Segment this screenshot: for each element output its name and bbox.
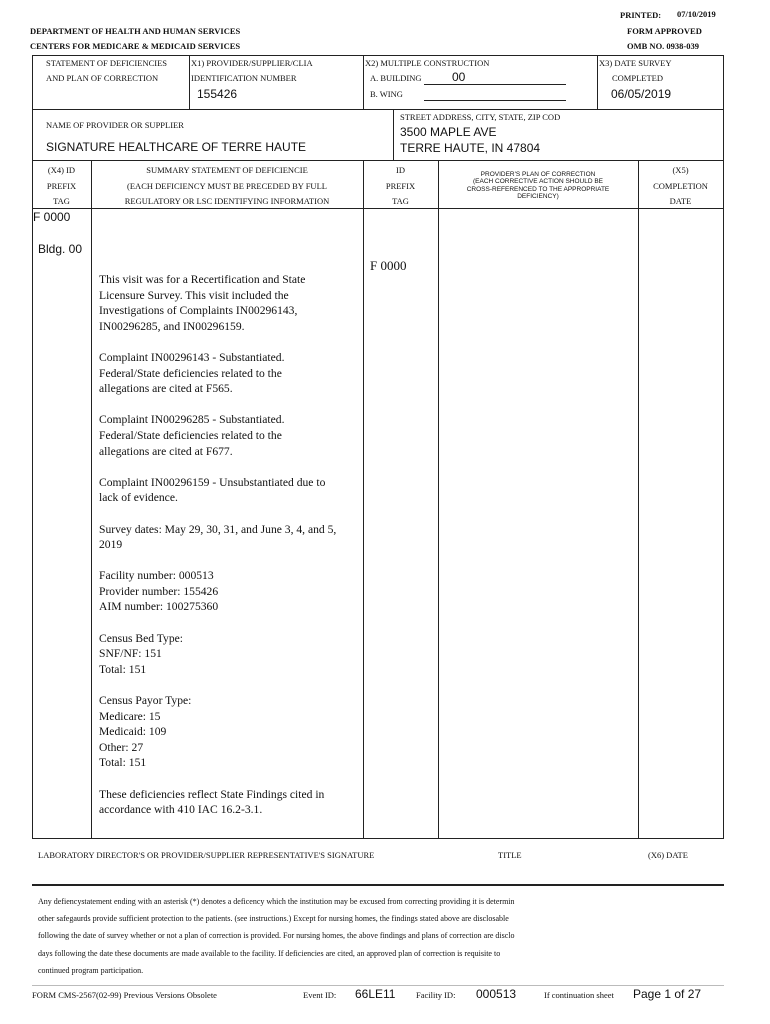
disclaimer-line: following the date of survey whether or not a plan of correction is provided. For nursing homes, the above findings and plans of correction are disclo [38, 931, 515, 941]
x2-label: X2) MULTIPLE CONSTRUCTION [365, 58, 490, 68]
summary-line: Complaint IN00296143 - Substantiated. [99, 350, 285, 364]
summary-line [99, 553, 361, 569]
provider-number-field[interactable]: 155426 [197, 87, 238, 101]
survey-date-field[interactable]: 06/05/2019 [611, 87, 672, 101]
title-label: TITLE [498, 850, 522, 860]
disclaimer-line: continued program participation. [38, 965, 144, 975]
summary-line: Federal/State deficiencies related to the [99, 366, 282, 380]
deficiency-tag: F 0000 [33, 210, 71, 224]
x3-label: X3) DATE SURVEY [599, 58, 672, 68]
summary-line: Survey dates: May 29, 30, 31, and June 3, 4, and 5, [99, 522, 337, 536]
summary-line: Census Payor Type: [99, 694, 192, 708]
summary-line: Provider number: 155426 [99, 584, 219, 598]
wing-field[interactable] [424, 100, 566, 101]
continuation-label: If continuation sheet [544, 990, 614, 1000]
summary-line: allegations are cited at F677. [99, 444, 233, 458]
id-tag-label: TAG [392, 196, 409, 206]
id-label: ID [396, 165, 405, 175]
summary-line [99, 677, 361, 693]
summary-line: AIM number: 100275360 [99, 600, 219, 614]
summary-line [99, 506, 361, 522]
address-label: STREET ADDRESS, CITY, STATE, ZIP COD [400, 112, 561, 122]
event-id-label: Event ID: [303, 990, 337, 1000]
omb-number: OMB NO. 0938-039 [627, 41, 700, 51]
disclaimer-line: Any defiencystatement ending with an asterisk (*) denotes a deficency which the institution may be excused from correcting providing it is determin [38, 897, 515, 906]
x1-label: X1) PROVIDER/SUPPLIER/CLIA [191, 58, 313, 68]
summary-title: SUMMARY STATEMENT OF DEFICIENCIE [146, 165, 308, 175]
printed-date: 07/10/2019 [677, 9, 716, 19]
disclaimer-line: days following the date these documents are made available to the facility. If deficiencies are cited, an approved plan of correction is requisite to [38, 948, 501, 958]
summary-line: Federal/State deficiencies related to the [99, 428, 282, 442]
summary-line: accordance with 410 IAC 16.2-3.1. [99, 803, 263, 817]
x4-prefix-label: PREFIX [46, 181, 77, 191]
x4-id-label: (X4) ID [47, 165, 76, 175]
x4-tag-label: TAG [53, 196, 70, 206]
summary-line [99, 334, 361, 350]
provider-name-label: NAME OF PROVIDER OR SUPPLIER [46, 120, 184, 130]
completion-label: COMPLETION [653, 181, 708, 191]
summary-line: IN00296285, and IN00296159. [99, 319, 245, 333]
x5-label: (X5) [672, 165, 689, 175]
provider-name-field[interactable]: SIGNATURE HEALTHCARE OF TERRE HAUTE [46, 140, 307, 154]
summary-line: Investigations of Complaints IN00296143, [99, 304, 298, 318]
summary-line: Total: 151 [99, 756, 147, 770]
facility-id-label: Facility ID: [416, 990, 456, 1000]
summary-line [99, 397, 361, 413]
summary-sub1: (EACH DEFICIENCY MUST BE PRECEDED BY FULL [127, 181, 327, 191]
summary-line: allegations are cited at F565. [99, 382, 233, 396]
building-label: A. BUILDING [370, 73, 422, 83]
summary-line: Facility number: 000513 [99, 569, 214, 583]
address-line1-field[interactable]: 3500 MAPLE AVE [400, 125, 497, 139]
summary-line: lack of evidence. [99, 491, 178, 505]
wing-label: B. WING [370, 89, 403, 99]
summary-line: Census Bed Type: [99, 631, 183, 645]
x6-date-label: (X6) DATE [648, 850, 688, 860]
summary-text [99, 272, 361, 818]
correction-tag: F 0000 [370, 258, 407, 273]
plan-of-correction-label: AND PLAN OF CORRECTION [46, 73, 159, 83]
building-field[interactable]: 00 [452, 70, 466, 84]
facility-id-value: 000513 [476, 987, 517, 1001]
id-prefix-label: PREFIX [385, 181, 416, 191]
poc-title: PROVIDER'S PLAN OF CORRECTION [480, 171, 596, 178]
summary-line: Medicaid: 109 [99, 725, 167, 739]
summary-line [99, 771, 361, 787]
department-title: DEPARTMENT OF HEALTH AND HUMAN SERVICES [30, 26, 241, 36]
address-line2-field[interactable]: TERRE HAUTE, IN 47804 [400, 141, 541, 155]
event-id-value: 66LE11 [355, 987, 396, 1001]
summary-line: Complaint IN00296159 - Unsubstantiated due to [99, 475, 326, 489]
poc-sub3: DEFICIENCY) [517, 193, 559, 200]
summary-line [99, 615, 361, 631]
date-label: DATE [669, 196, 692, 206]
form-number: FORM CMS-2567(02-99) Previous Versions Obsolete [32, 990, 217, 1000]
statement-label: STATEMENT OF DEFICIENCIES [46, 58, 168, 68]
summary-line: 2019 [99, 538, 123, 552]
form-approved: FORM APPROVED [627, 26, 702, 36]
poc-sub2: CROSS-REFERENCED TO THE APPROPRIATE [466, 186, 610, 193]
printed-label: PRINTED: [620, 10, 662, 20]
centers-title: CENTERS FOR MEDICARE & MEDICAID SERVICES [30, 41, 241, 51]
page-number: Page 1 of 27 [633, 987, 702, 1001]
summary-line: This visit was for a Recertification and State [99, 273, 306, 286]
summary-line: Licensure Survey. This visit included the [99, 288, 289, 302]
summary-line [99, 459, 361, 475]
disclaimer [38, 893, 728, 979]
building-tag: Bldg. 00 [38, 242, 83, 256]
signature-label: LABORATORY DIRECTOR'S OR PROVIDER/SUPPLIER REPRESENTATIVE'S SIGNATURE [38, 850, 375, 860]
identification-label: IDENTIFICATION NUMBER [191, 73, 297, 83]
poc-sub1: (EACH CORRECTIVE ACTION SHOULD BE [472, 178, 604, 185]
summary-line: Total: 151 [99, 662, 147, 676]
summary-line: Other: 27 [99, 740, 144, 754]
summary-sub2: REGULATORY OR LSC IDENTIFYING INFORMATION [124, 196, 330, 206]
summary-line: Medicare: 15 [99, 709, 161, 723]
summary-line: These deficiencies reflect State Findings cited in [99, 787, 325, 801]
summary-line: Complaint IN00296285 - Substantiated. [99, 413, 285, 427]
disclaimer-line: other safegaurds provide sufficient protection to the patients. (see instructions.) Except for nursing homes, the findings stated above are disclosable [38, 914, 509, 924]
completed-label: COMPLETED [612, 73, 663, 83]
summary-line: SNF/NF: 151 [99, 647, 162, 661]
